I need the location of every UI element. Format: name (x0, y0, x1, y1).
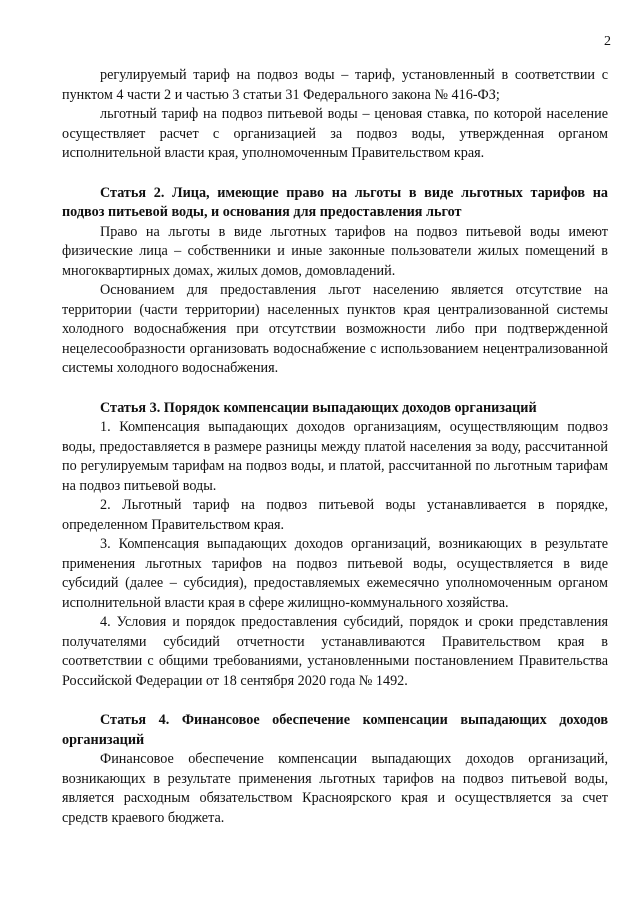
article-3-paragraph: 2. Льготный тариф на подвоз питьевой воды устанавливается в порядке, определенном Правительством края. (62, 497, 608, 533)
article-4-paragraph: Финансовое обеспечение компенсации выпадающих доходов организаций, возникающих в результате применения льготных тарифов на подвоз питьевой воды, является расходным обязательством Красноярского края и осуществляется за счет средств краевого бюджета. (62, 751, 608, 826)
article-3-title: Статья 3. Порядок компенсации выпадающих доходов организаций (100, 399, 537, 416)
document-body (62, 66, 608, 828)
article-3-paragraph: 1. Компенсация выпадающих доходов организациям, осуществляющим подвоз воды, предоставляется в размере разницы между платой населения за воду, рассчитанной по регулируемым тарифам на подвоз воды, и платой, рассчитанной по льготным тарифам на подвоз питьевой воды. (62, 419, 608, 494)
page-number: 2 (604, 34, 611, 49)
article-4-title: Статья 4. Финансовое обеспечение компенсации выпадающих доходов организаций (62, 712, 608, 748)
article-2-paragraph: Основанием для предоставления льгот населению является отсутствие на территории (части территории) населенных пунктов края централизованной системы холодного водоснабжения при отсутствии возможности либо при подтвержденной нецелесообразности организовать водоснабжение с использованием нецентрализованной системы холодного водоснабжения. (62, 282, 608, 376)
definition-regulated-tariff: регулируемый тариф на подвоз воды – тариф, установленный в соответствии с пунктом 4 части 2 и частью 3 статьи 31 Федерального закона № 416-ФЗ; (62, 67, 608, 103)
article-2-title: Статья 2. Лица, имеющие право на льготы в виде льготных тарифов на подвоз питьевой воды, и основания для предоставления льгот (62, 184, 608, 220)
article-2-paragraph: Право на льготы в виде льготных тарифов на подвоз питьевой воды имеют физические лица – собственники и иные законные пользователи жилых помещений в многоквартирных домах, жилых домов, домовладений. (62, 223, 608, 279)
definition-preferential-tariff: льготный тариф на подвоз питьевой воды – ценовая ставка, по которой население осуществляет расчет с организацией за подвоз воды, утвержденная органом исполнительной власти края, уполномоченным Правительством края. (62, 106, 608, 161)
article-3-paragraph: 3. Компенсация выпадающих доходов организаций, возникающих в результате применения льготных тарифов на подвоз питьевой воды, осуществляется в виде субсидий (далее – субсидия), предоставляемых ежемесячно уполномоченным органом исполнительной власти края в сфере жилищно-коммунального хозяйства. (62, 536, 608, 611)
article-3-paragraph: 4. Условия и порядок предоставления субсидий, порядок и сроки представления получателями субсидий отчетности устанавливаются Правительством края в соответствии с общими требованиями, установленными постановлением Правительства Российской Федерации от 18 сентября 2020 года № 1492. (62, 614, 608, 689)
